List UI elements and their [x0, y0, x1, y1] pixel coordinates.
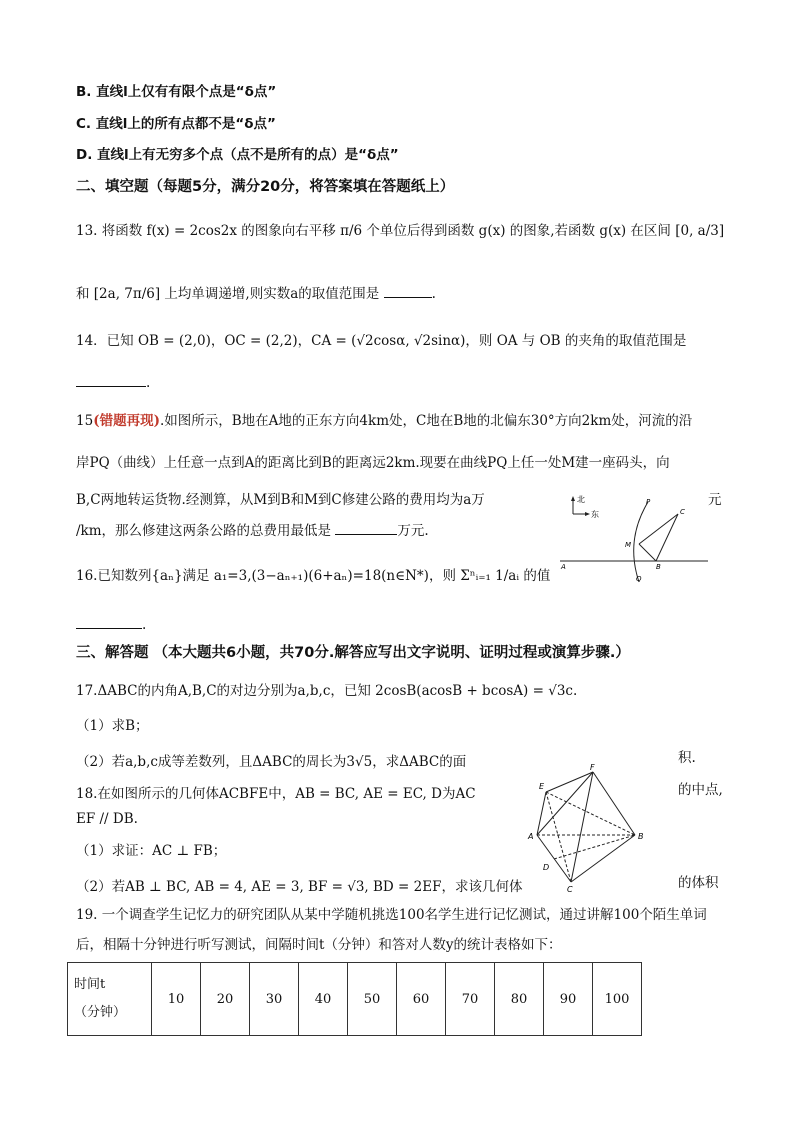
label-b: B [656, 563, 661, 571]
q16-answer: . [76, 614, 146, 635]
table-header-time [68, 963, 152, 1036]
answer-blank-q15 [335, 520, 397, 535]
east-label: 东 [591, 510, 599, 519]
table-cell: 80 [495, 963, 544, 1036]
q18-part2: （2）若AB ⊥ BC, AB = 4, AE = 3, BF = √3, BD = 2EF，求该几何体 [76, 879, 523, 895]
table-cell: 20 [201, 963, 250, 1036]
label-c: C [680, 508, 685, 516]
q15-line4-end: 万元. [397, 523, 429, 539]
q14-text: 14．已知 OB = (2,0)，OC = (2,2)，CA = (√2cosα, √2sinα)，则 OA 与 OB 的夹角的取值范围是 [76, 333, 687, 349]
answer-blank-q13 [384, 283, 432, 298]
table-cell: 50 [348, 963, 397, 1036]
label-p: P [646, 498, 651, 506]
table-cell: 40 [299, 963, 348, 1036]
q18-stem-end: 的中点, [678, 782, 723, 798]
option-d: D. 直线l上有无穷多个点（点不是所有的点）是“δ点” [76, 147, 399, 163]
q15-line2: 岸PQ（曲线）上任意一点到A的距离比到B的距离远2km.现要在曲线PQ上任一处M建一座码头，向 [76, 455, 670, 471]
q15-line1-text: .如图所示，B地在A地的正东方向4km处，C地在B地的北偏东30°方向2km处，河流的沿 [159, 413, 693, 429]
section-fill-in-title: 二、填空题（每题5分，满分20分，将答案填在答题纸上） [76, 179, 455, 195]
table-cell: 30 [250, 963, 299, 1036]
label-q: Q [636, 575, 642, 583]
table-cell: 70 [446, 963, 495, 1036]
q17-part1: （1）求B； [76, 718, 149, 734]
q16-text: 16.已知数列{aₙ}满足 a₁=3,(3−aₙ₊₁)(6+aₙ)=18(n∈N*)，则 Σⁿᵢ₌₁ 1/aᵢ 的值 [76, 568, 551, 584]
q13-line2-text: 和 [2a, 7π/6] 上均单调递增,则实数a的取值范围是 [76, 286, 380, 302]
edge-fc [571, 772, 593, 882]
edge-cb [571, 835, 635, 882]
q18-part2-end: 的体积 [678, 875, 719, 891]
q18-stem: 18.在如图所示的几何体ACBFE中，AB = BC, AE = EC, D为AC [76, 786, 476, 802]
edge-ec-hidden [546, 792, 571, 882]
label-c: C [567, 885, 573, 894]
label-a: A [561, 563, 566, 571]
segment-mc [639, 514, 678, 544]
north-arrowhead [571, 496, 575, 501]
q15-line1 [76, 411, 692, 431]
label-m: M [625, 541, 632, 549]
label-a: A [528, 832, 534, 841]
edge-db-hidden [554, 835, 635, 859]
memory-test-table [67, 962, 642, 1036]
q15-line4-text: /km，那么修建这两条公路的总费用最低是 [76, 523, 332, 539]
label-b: B [638, 832, 644, 841]
table-cell: 100 [593, 963, 642, 1036]
q18-part1: （1）求证：AC ⊥ FB； [76, 843, 227, 859]
answer-blank-q14 [76, 372, 146, 387]
q18-stem2: EF // DB. [76, 811, 138, 827]
table-header-line2: （分钟） [74, 1005, 127, 1020]
q19-line1: 19. 一个调查学生记忆力的研究团队从某中学随机挑选100名学生进行记忆测试，通过讲解100个陌生单词 [76, 907, 707, 923]
q14-answer: . [76, 372, 150, 393]
section-solutions-title: 三、解答题 （本大题共6小题，共70分.解答应写出文字说明、证明过程或演算步骤.） [76, 645, 630, 661]
edge-ef [546, 772, 593, 792]
edge-eb-hidden [546, 792, 635, 835]
q13-line1: 13. 将函数 f(x) = 2cos2x 的图象向右平移 π/6 个单位后得到函数 g(x) 的图象,若函数 g(x) 在区间 [0, a/3] [76, 223, 725, 239]
q15-line3-end: 元 [708, 492, 722, 508]
label-e: E [539, 782, 545, 791]
q15-line3: B,C两地转运货物.经测算，从M到B和M到C修建公路的费用均为a万 [76, 492, 485, 508]
table-header-line1: 时间t [74, 977, 106, 992]
label-f: F [590, 763, 595, 772]
option-b: B. 直线l上仅有有限个点是“δ点” [76, 84, 277, 100]
table-cell: 90 [544, 963, 593, 1036]
figure-q15-map [560, 492, 710, 584]
q17-stem: 17.ΔABC的内角A,B,C的对边分别为a,b,c，已知 2cosB(acosB + bcosA) = √3c. [76, 683, 578, 699]
segment-bc [656, 514, 678, 561]
north-label: 北 [577, 495, 585, 504]
table-cell: 10 [152, 963, 201, 1036]
figure-q18-solid [525, 762, 650, 892]
label-d: D [543, 863, 550, 872]
q15-num: 15 [76, 413, 94, 429]
option-c: C. 直线l上的所有点都不是“δ点” [76, 116, 276, 132]
q15-line4 [76, 520, 429, 541]
q13-line2: 和 [2a, 7π/6] 上均单调递增,则实数a的取值范围是 . [76, 283, 436, 304]
east-arrowhead [585, 512, 590, 516]
table-row [68, 963, 642, 1036]
q15-tag: (错题再现) [93, 413, 160, 429]
answer-blank-q16 [76, 614, 142, 629]
q19-line2: 后，相隔十分钟进行听写测试，间隔时间t（分钟）和答对人数y的统计表格如下： [76, 937, 562, 953]
table-cell: 60 [397, 963, 446, 1036]
q17-part2-end: 积. [678, 750, 696, 766]
edge-bf [593, 772, 635, 835]
segment-mb [639, 544, 656, 561]
edge-ea [537, 792, 546, 835]
edge-af [537, 772, 593, 835]
q17-part2: （2）若a,b,c成等差数列，且ΔABC的周长为3√5，求ΔABC的面 [76, 754, 467, 770]
